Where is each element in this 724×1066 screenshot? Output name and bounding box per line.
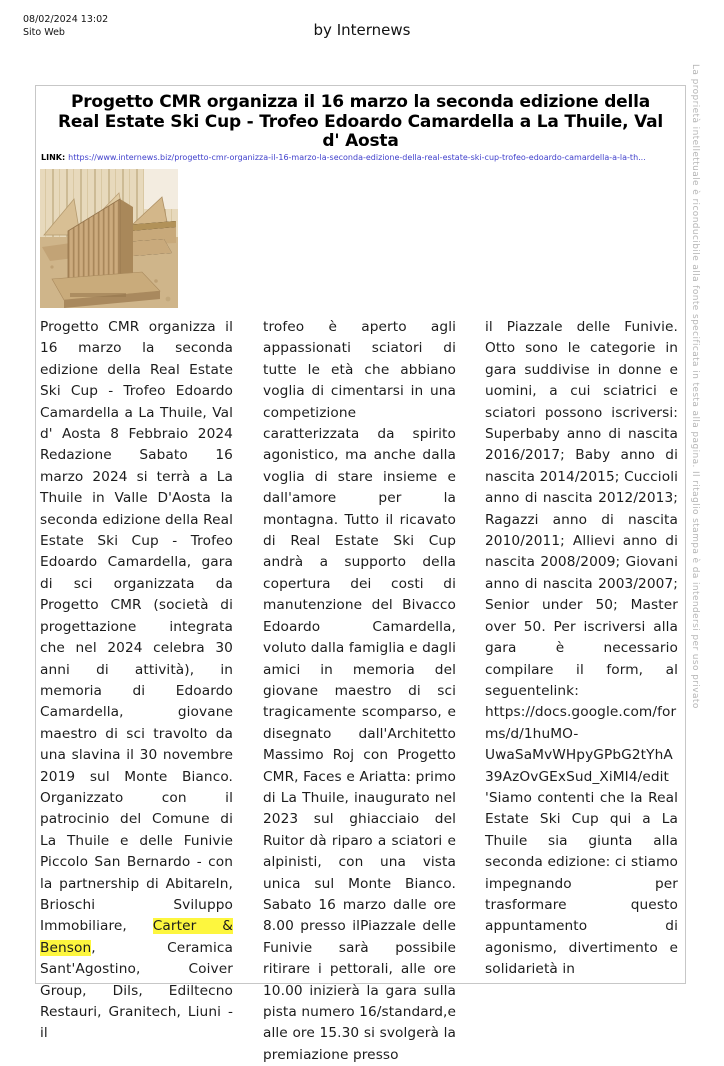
- clipping-source-type: Sito Web: [23, 27, 65, 38]
- article-column-1: [40, 317, 233, 1045]
- article-column-2: trofeo è aperto agli appassionati sciatori di tutte le età che abbiano voglia di cimentarsi in una competizione caratterizzata da spirito agonistico, ma anche dalla voglia di stare insieme e dall'amore per la montagna. Tutto il ricavato di Real Estate Ski Cup andrà a supporto della copertura dei costi di manutenzione del Bivacco Edoardo Camardella, voluto dalla famiglia e dagli amici in memoria del giovane maestro di sci tragicamente scomparso, e disegnato dall'Architetto Massimo Roj con Progetto CMR, Faces e Ariatta: primo di La Thuile, inaugurato nel 2023 sul ghiacciaio del Ruitor dà riparo a sciatori e alpinisti, con una vista unica sul Monte Bianco. Sabato 16 marzo dalle ore 8.00 presso ilPiazzale delle Funivie sarà possibile ritirare i pettorali, alle ore 10.00 inizierà la gara sulla pista numero 16/standard,e alle ore 15.30 si svolgerà la premiazione presso: [263, 319, 456, 1063]
- highlighted-company: Carter & Benson: [40, 918, 233, 956]
- link-row: [41, 153, 681, 162]
- wooden-trophies-illustration: [40, 169, 178, 308]
- copyright-note: La proprietà intellettuale è riconducibile alla fonte specificata in testa alla pagina. Il ritaglio stampa è da intendersi per uso privato: [690, 64, 700, 709]
- link-label: LINK:: [41, 153, 66, 162]
- article-box: [35, 85, 686, 1063]
- column1-text: Progetto CMR organizza il 16 marzo la seconda edizione della Real Estate Ski Cup - Trofeo Edoardo Camardella a La Thuile, Val d' Aosta 8 Febbraio 2024 Redazione Sabato 16 marzo 2024 si terrà a La Thuile in Valle D'Aosta la seconda edizione della Real Estate Ski Cup - Trofeo Edoardo Camardella, gara di sci organizzata da Progetto CMR (società di progettazione integrata che nel 2024 celebra 30 anni di attività), in memoria di Edoardo Camardella, giovane maestro di sci travolto da una slavina il 30 novembre 2019 sul Monte Bianco. Organizzato con il patrocinio del Comune di La Thuile e delle Funivie Piccolo San Bernardo - con la partnership di AbitareIn, Brioschi Sviluppo Immobiliare,: [40, 319, 233, 935]
- article-photo: [40, 169, 178, 308]
- article-column-3: il Piazzale delle Funivie. Otto sono le categorie in gara suddivise in donne e uomini, a cui sciatrici e sciatori possono iscriversi: Superbaby anno di nascita 2016/2017; Baby anno di nascita 2014/2015; Cuccioli anno di nascita 2012/2013; Ragazzi anno di nascita 2010/2011; Allievi anno di nascita 2008/2009; Giovani anno di nascita 2003/2007; Senior under 50; Master over 50. Per iscriversi alla gara è necessario compilare il form, al seguentelink: https://docs.google.com/forms/d/1huMO-UwaSaMvWHpyGPbG2tYhA39AzOvGExSud_XiMI4/edit 'Siamo contenti che la Real Estate Ski Cup qui a La Thuile sia giunta alla seconda edizione: ci stiamo impegnando per trasformare questo appuntamento di agonismo, divertimento e solidarietà in: [485, 319, 678, 978]
- byline: by Internews: [313, 21, 411, 39]
- article-source-link[interactable]: https://www.internews.biz/progetto-cmr-organizza-il-16-marzo-la-seconda-edizione-della-real-estate-ski-cup-trofeo-edoardo-camardella-a-la-th...: [68, 153, 646, 162]
- column1-text-after: , Ceramica Sant'Agostino, Coiver Group, Dils, Ediltecno Restauri, Granitech, Liuni -il: [40, 939, 233, 1042]
- article-headline: Progetto CMR organizza il 16 marzo la seconda edizione della Real Estate Ski Cup - Trofeo Edoardo Camardella a La Thuile, Val d' Aosta: [57, 92, 664, 151]
- clipping-datetime: 08/02/2024 13:02: [23, 14, 109, 25]
